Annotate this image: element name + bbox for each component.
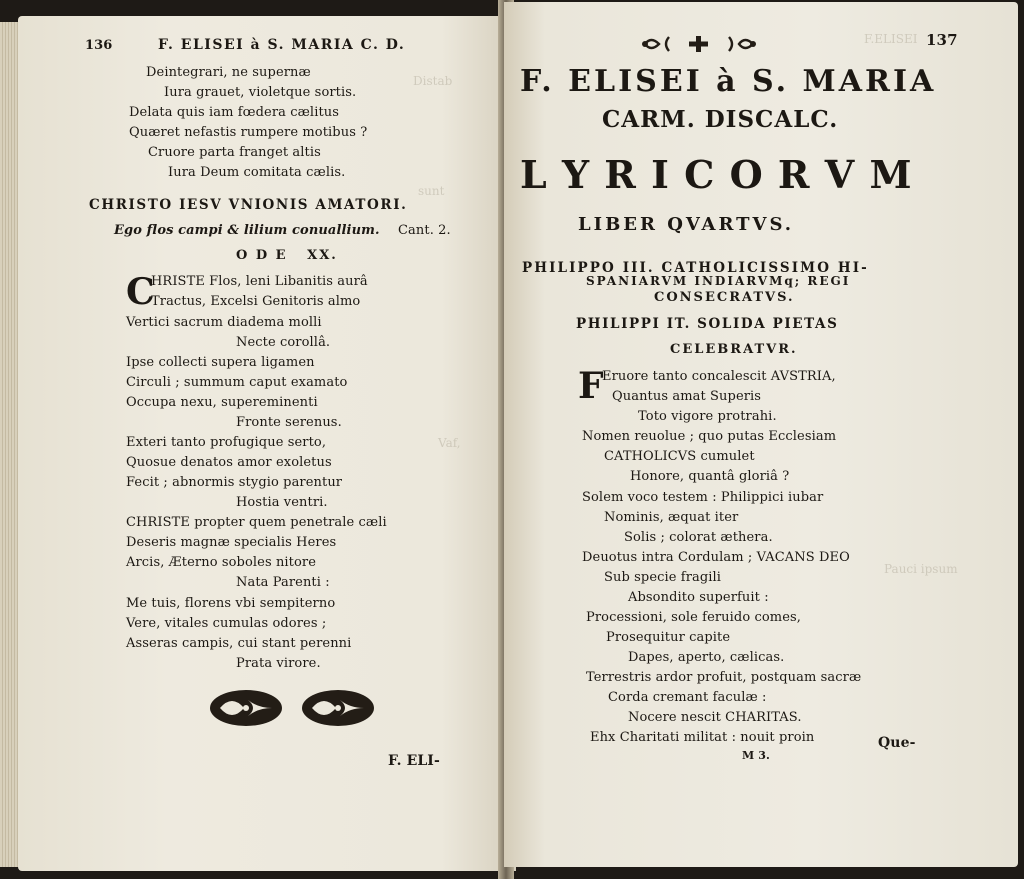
ode-line: Terrestris ardor profuit, postquam sacræ [586, 670, 862, 685]
bleed-through-text: Pauci ipsum [884, 562, 958, 576]
right-page [504, 2, 1018, 867]
bleed-through-text: Vaf, [438, 436, 461, 450]
ode-line: Quantus amat Superis [612, 389, 762, 404]
ode-line: CATHOLICVS cumulet [604, 449, 755, 464]
author-title: F. ELISEI à S. MARIA [520, 64, 937, 99]
poem-title: CHRISTO IESV VNIONIS AMATORI. [89, 197, 408, 213]
ode-line: Circuli ; summum caput examato [126, 375, 348, 390]
ode-number: O D E XX. [236, 248, 338, 263]
catchword: Que- [878, 735, 916, 751]
ode-line: Nominis, æquat iter [604, 510, 739, 525]
ode-line: Ehx Charitati militat : nouit proin [590, 730, 815, 745]
ode-line: Quosue denatos amor exoletus [126, 455, 332, 470]
ode-line: Solis ; colorat æthera. [624, 530, 773, 545]
ode-line: Nomen reuolue ; quo putas Ecclesiam [582, 429, 837, 444]
ode-line: Nata Parenti : [236, 575, 330, 590]
ode-line: Vertici sacrum diadema molli [126, 315, 322, 330]
ode-line: Sub specie fragili [604, 570, 722, 585]
ode-line: Processioni, sole feruido comes, [586, 610, 802, 625]
running-head: F. ELISEI à S. MARIA C. D. [158, 37, 406, 53]
drop-cap: F [578, 365, 604, 407]
ode-line: HRISTE Flos, leni Libanitis aurâ [151, 274, 368, 289]
epigraph-reference: Cant. 2. [398, 223, 451, 238]
printers-ornament [206, 686, 376, 730]
ode-line: Exteri tanto profugique serto, [126, 435, 327, 450]
bleed-through-text: F.ELISEI [864, 32, 918, 46]
verse-line: Quæret nefastis rumpere motibus ? [129, 125, 368, 140]
head-ornament [639, 35, 759, 53]
ode-line: Nocere nescit CHARITAS. [628, 710, 802, 725]
verse-line: Cruore parta franget altis [148, 145, 321, 160]
ode-line: Fronte serenus. [236, 415, 342, 430]
ode-line: Arcis, Æterno soboles nitore [126, 555, 317, 570]
ode-line: CHRISTE propter quem penetrale cæli [126, 515, 387, 530]
ode-line: Hostia ventri. [236, 495, 328, 510]
ode-line: Me tuis, florens vbi sempiterno [126, 596, 336, 611]
ode-line: Asseras campis, cui stant perenni [126, 636, 352, 651]
verse-line: Deintegrari, ne supernæ [146, 65, 311, 80]
ode-line: Fecit ; abnormis stygio parentur [126, 475, 343, 490]
left-page [18, 16, 516, 871]
ode-subtitle: CELEBRATVR. [670, 342, 798, 357]
ode-line: Toto vigore protrahi. [638, 409, 777, 424]
drop-cap: C [126, 271, 155, 313]
book-title: LIBER QVARTVS. [578, 214, 795, 235]
page-number: 136 [85, 38, 113, 53]
ode-line: Deseris magnæ specialis Heres [126, 535, 337, 550]
author-order: CARM. DISCALC. [602, 106, 839, 133]
dedication-line: SPANIARVM INDIARVMq; REGI [586, 274, 851, 288]
signature-mark: M 3. [742, 749, 770, 762]
ode-line: Prosequitur capite [606, 630, 731, 645]
work-title: L Y R I C O R V M [520, 152, 913, 197]
ode-line: Absondito superfuit : [628, 590, 769, 605]
bleed-through-text: Distab [413, 74, 453, 88]
verse-line: Iura grauet, violetque sortis. [164, 85, 357, 100]
bleed-through-text: sunt [418, 184, 445, 198]
ode-line: Ipse collecti supera ligamen [126, 355, 315, 370]
ode-line: Solem voco testem : Philippici iubar [582, 490, 824, 505]
verse-line: Iura Deum comitata cælis. [168, 165, 346, 180]
ode-line: Tractus, Excelsi Genitoris almo [151, 294, 361, 309]
ode-line: Prata virore. [236, 656, 321, 671]
ode-line: Honore, quantâ gloriâ ? [630, 469, 790, 484]
catchword: F. ELI- [388, 753, 440, 769]
epigraph: Ego flos campi & lilium conuallium. [114, 223, 380, 238]
ode-line: Necte corollâ. [236, 335, 331, 350]
page-number: 137 [926, 31, 958, 49]
ode-line: Occupa nexu, supereminenti [126, 395, 318, 410]
dedication-line: CONSECRATVS. [654, 290, 795, 305]
ode-line: Corda cremant faculæ : [608, 690, 767, 705]
ode-subtitle: PHILIPPI IT. SOLIDA PIETAS [576, 316, 839, 332]
ode-line: Vere, vitales cumulas odores ; [126, 616, 327, 631]
dedication-line: PHILIPPO III. CATHOLICISSIMO HI- [522, 260, 869, 276]
ode-line: Dapes, aperto, cælicas. [628, 650, 785, 665]
ode-line: Deuotus intra Cordulam ; VACANS DEO [582, 550, 850, 565]
verse-line: Delata quis iam fœdera cælitus [129, 105, 340, 120]
ode-line: Eruore tanto concalescit AVSTRIA, [602, 369, 836, 384]
